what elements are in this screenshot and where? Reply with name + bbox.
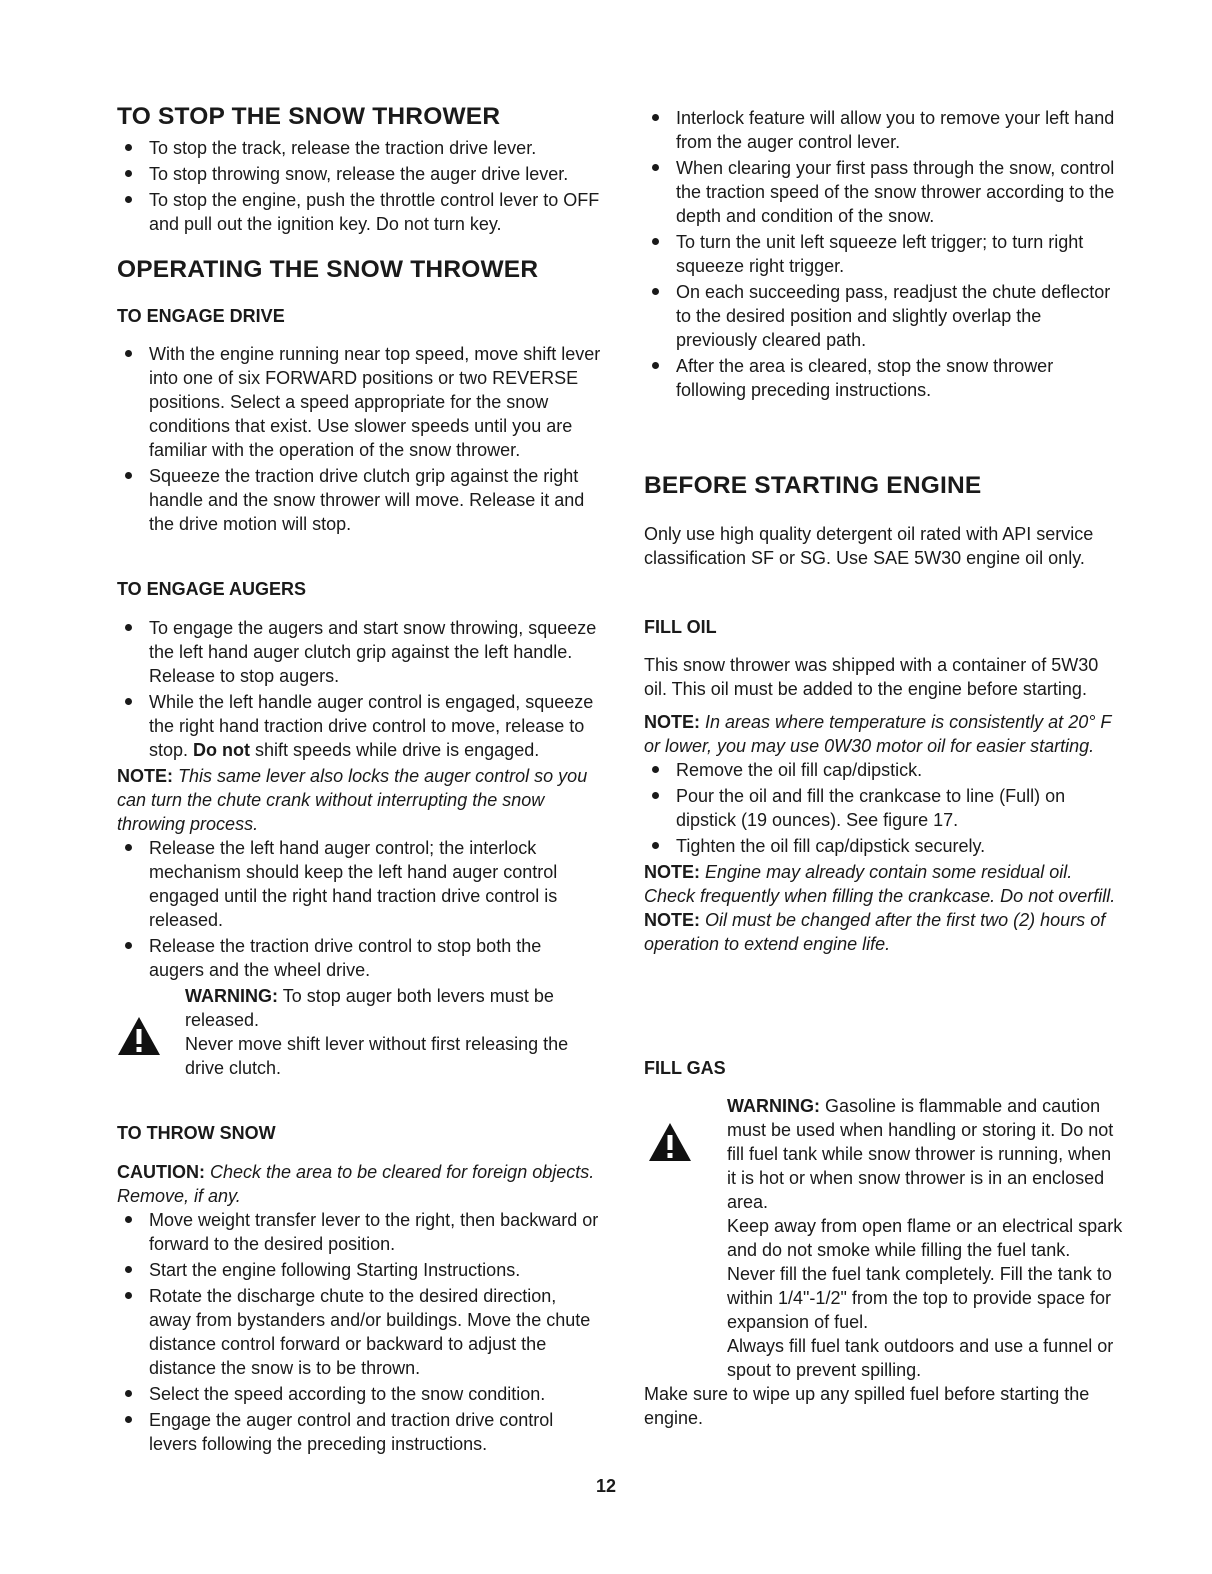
warning-paragraph	[185, 984, 601, 1032]
list-item: On each succeeding pass, readjust the chute deflector to the desired position and slightly overlap the previously cleared path.	[644, 280, 1124, 352]
list-item: Engage the auger control and traction drive control levers following the preceding instructions.	[117, 1408, 601, 1456]
engage-drive-title: TO ENGAGE DRIVE	[117, 306, 285, 326]
gas-warning	[644, 1094, 1124, 1382]
warning-text: Gasoline is flammable and caution must be used when handling or storing it. Do not fill fuel tank while snow thrower is running, when it is hot or when snow thrower is in an enclosed area.	[727, 1096, 1114, 1212]
operating-title: OPERATING THE SNOW THROWER	[117, 256, 539, 283]
list-item: Remove the oil fill cap/dipstick.	[644, 758, 1124, 782]
engage-drive-list	[117, 342, 601, 538]
note-label: NOTE:	[644, 910, 700, 930]
list-item: Move weight transfer lever to the right, then backward or forward to the desired position.	[117, 1208, 601, 1256]
list-item: To turn the unit left squeeze left trigger; to turn right squeeze right trigger.	[644, 230, 1124, 278]
oil-list	[644, 758, 1124, 858]
gas-text-2: Keep away from open flame or an electrical spark and do not smoke while filling the fuel tank.	[727, 1216, 1123, 1260]
caution-label: CAUTION:	[117, 1162, 205, 1182]
fill-oil-text: This snow thrower was shipped with a container of 5W30 oil. This oil must be added to the engine before starting.	[644, 655, 1099, 699]
list-item: Release the traction drive control to stop both the augers and the wheel drive.	[117, 934, 601, 982]
throw-list	[117, 1208, 601, 1456]
gas-text-3: Never fill the fuel tank completely. Fill the tank to within 1/4"-1/2" from the top to provide space for expansion of fuel.	[727, 1264, 1112, 1332]
note-label: NOTE:	[644, 712, 700, 732]
note-text: This same lever also locks the auger control so you can turn the chute crank without interrupting the snow throwing process.	[117, 766, 588, 834]
list-item: Squeeze the traction drive clutch grip against the right handle and the snow thrower will move. Release it and the drive motion will stop.	[117, 464, 601, 536]
note-1	[644, 710, 1124, 758]
augers-item-2-a: While the left handle auger control is engaged, squeeze the right hand traction drive control to move, release to stop.	[149, 692, 594, 760]
stop-list	[117, 136, 601, 238]
fill-oil-section	[644, 653, 1124, 956]
augers-list	[117, 616, 601, 762]
note-2	[644, 860, 1124, 908]
note-label: NOTE:	[117, 766, 173, 786]
list-item: Rotate the discharge chute to the desired direction, away from bystanders and/or buildings. Move the chute distance control forward or backward to adjust the distance the snow is to be thrown.	[117, 1284, 601, 1380]
note-label: NOTE:	[644, 862, 700, 882]
list-item	[117, 690, 601, 762]
list-item: Select the speed according to the snow condition.	[117, 1382, 601, 1406]
page-number: 12	[595, 1476, 617, 1496]
note-text: Oil must be changed after the first two (2) hours of operation to extend engine life.	[644, 910, 1106, 954]
warning-label: WARNING:	[185, 986, 278, 1006]
gas-text-4: Always fill fuel tank outdoors and use a funnel or spout to prevent spilling.	[727, 1336, 1114, 1380]
list-item: When clearing your first pass through the snow, control the traction speed of the snow thrower according to the depth and condition of the snow.	[644, 156, 1124, 228]
gas-warning-paragraph	[727, 1094, 1124, 1214]
augers-list-2	[117, 836, 601, 982]
fill-gas-section	[644, 1094, 1124, 1430]
note-text: In areas where temperature is consistently at 20° F or lower, you may use 0W30 motor oil for easier starting.	[644, 712, 1112, 756]
list-item: With the engine running near top speed, move shift lever into one of six FORWARD positions or two REVERSE positions. Select a speed appropriate for the snow conditions that exist. Use slower speeds until you are familiar with the operation of the snow thrower.	[117, 342, 601, 462]
list-item: Interlock feature will allow you to remove your left hand from the auger control lever.	[644, 106, 1124, 154]
augers-item-2-b: shift speeds while drive is engaged.	[255, 740, 540, 760]
before-title: BEFORE STARTING ENGINE	[644, 472, 982, 499]
augers-section	[117, 616, 601, 1080]
stop-title: TO STOP THE SNOW THROWER	[117, 103, 501, 130]
before-text: Only use high quality detergent oil rated with API service classification SF or SG. Use SAE 5W30 engine oil only.	[644, 524, 1094, 568]
warning-label: WARNING:	[727, 1096, 820, 1116]
list-item: To stop the track, release the traction drive lever.	[117, 136, 601, 160]
auger-warning	[117, 984, 601, 1080]
list-item: Release the left hand auger control; the interlock mechanism should keep the left hand auger control engaged until the right hand traction drive control is released.	[117, 836, 601, 932]
list-item: Pour the oil and fill the crankcase to line (Full) on dipstick (19 ounces). See figure 17.	[644, 784, 1124, 832]
fill-gas-title: FILL GAS	[644, 1058, 726, 1078]
augers-item-2-bold: Do not	[193, 740, 251, 760]
list-item: To engage the augers and start snow throwing, squeeze the left hand auger clutch grip against the left handle. Release to stop augers.	[117, 616, 601, 688]
augers-note	[117, 764, 601, 836]
list-item: To stop the engine, push the throttle control lever to OFF and pull out the ignition key. Do not turn key.	[117, 188, 601, 236]
caution-note	[117, 1160, 601, 1208]
list-item: To stop throwing snow, release the auger drive lever.	[117, 162, 601, 186]
list-item: After the area is cleared, stop the snow thrower following preceding instructions.	[644, 354, 1124, 402]
engage-augers-title: TO ENGAGE AUGERS	[117, 579, 307, 599]
warning-triangle-icon	[648, 1122, 692, 1162]
list-item: Start the engine following Starting Instructions.	[117, 1258, 601, 1282]
warning-text: To stop auger both levers must be released.	[185, 986, 554, 1030]
list-item: Tighten the oil fill cap/dipstick securely.	[644, 834, 1124, 858]
warning-triangle-icon	[117, 1016, 161, 1056]
throw-section	[117, 1160, 601, 1458]
gas-final: Make sure to wipe up any spilled fuel before starting the engine.	[644, 1384, 1090, 1428]
note-text: Engine may already contain some residual oil. Check frequently when filling the crankcase. Do not overfill.	[644, 862, 1116, 906]
note-3	[644, 908, 1124, 956]
throw-title: TO THROW SNOW	[117, 1123, 276, 1143]
warning-text-2: Never move shift lever without first releasing the drive clutch.	[185, 1034, 569, 1078]
fill-oil-title: FILL OIL	[644, 617, 717, 637]
caution-text: Check the area to be cleared for foreign objects. Remove, if any.	[117, 1162, 595, 1206]
top-list	[644, 106, 1124, 404]
